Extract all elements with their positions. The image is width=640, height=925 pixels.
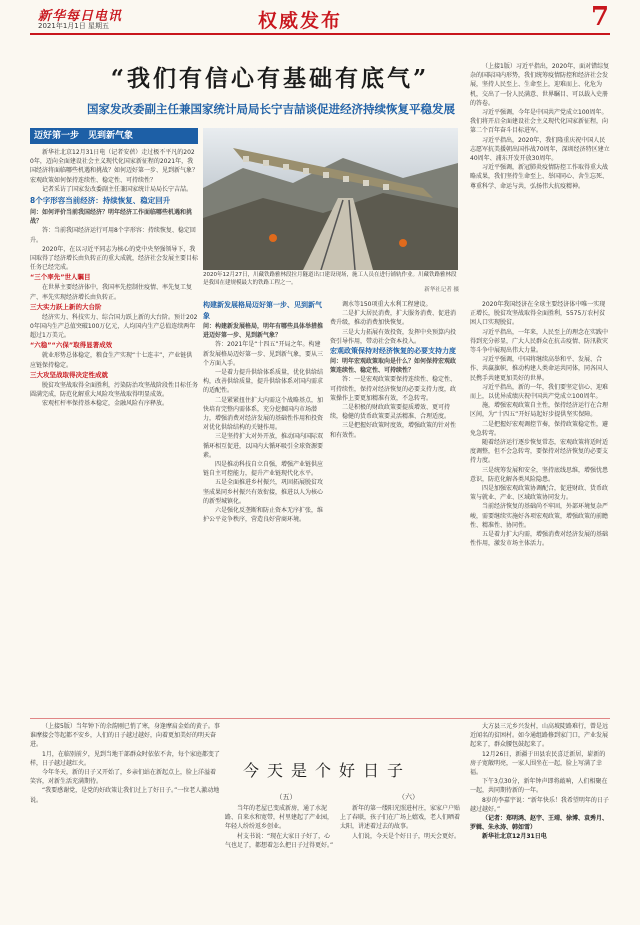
- paragraph: 答：当前我国经济运行可用8个字形容：持续恢复、稳定回升。: [30, 227, 196, 244]
- paragraph: 当前经济恢复的基础尚不牢固，外部环境复杂严峻，需要继续实施好各项宏观政策，增强政策的前瞻性、精准性、协同性。: [470, 503, 609, 529]
- paragraph: 大方县三元乡兴发村，山高坡陡路难行，曾是远近闻名的贫困村。如今通组路修到家门口，产业发展起来了，群众腰包鼓起来了。: [470, 723, 609, 749]
- section-title: 权威发布: [258, 10, 343, 32]
- paragraph: 施，增强宏观政策自主性，保持经济运行在合理区间，为“十四五”开好局起好步提供坚实保障。: [470, 402, 609, 419]
- paragraph: 三是大力拓展有效投资，发挥中央预算内投资引导作用，带动社会资本投入。: [330, 328, 457, 345]
- sub-heading: “三个率先”世人瞩目: [30, 273, 91, 282]
- paragraph: 在世界主要经济体中，我国率先控制住疫情、率先复工复产、率先实现经济增长由负转正。: [30, 284, 193, 301]
- sub-heading: 三大攻坚战取得决定性成就: [30, 370, 108, 379]
- section-heading: 宏观政策保持对经济恢复的必要支持力度: [330, 347, 456, 356]
- lower-story-title: 今天是个好日子: [242, 761, 411, 780]
- paragraph: “我要感谢党，是党的好政策让我们过上了好日子。”一位老人激动地说。: [30, 787, 220, 804]
- paragraph: 四是推动科技自立自强，增强产业链供应链自主可控能力，提升产业链现代化水平。: [203, 461, 324, 478]
- paragraph: 8岁的李嘉宇说：“新年快乐！我希望明年的日子越过越好。”: [470, 796, 609, 813]
- right-article-lower: [470, 300, 610, 714]
- photo-caption: [203, 272, 459, 295]
- dateline: 新华社北京12月31日电: [482, 833, 547, 841]
- photo-illustration: [203, 128, 458, 270]
- question: 问：明年宏观政策取向是什么？如何保持宏观政策连续性、稳定性、可持续性？: [330, 358, 457, 375]
- paragraph: 二是紧紧扭住扩大内需这个战略基点，加快培育完整内需体系，充分挖掘国内市场潜力，增强消费对经济发展的基础性作用和投资对优化供给结构的关键作用。: [203, 396, 324, 432]
- paragraph: 五是全面推进乡村振兴，巩固拓展脱贫攻坚成果同乡村振兴有效衔接，推进以人为核心的新型城镇化。: [203, 479, 324, 505]
- subheadline: 国家发改委副主任兼国家统计局局长宁吉喆谈促进经济持续恢复平稳发展: [87, 102, 455, 116]
- paragraph: 2020年我国经济在全球主要经济体中唯一实现正增长，脱贫攻坚战取得全面胜利，5575万农村贫困人口实现脱贫。: [470, 301, 606, 327]
- paragraph: 下午3点30分，新年钟声即将敲响，人们相聚在一起，共同期待新的一年。: [470, 778, 608, 795]
- lower-column-4: [470, 722, 610, 920]
- spacer: [463, 300, 467, 301]
- paragraph: 新华社北京12月31日电（记者安蓓）走过极不平凡的2020年，迈向全面建设社会主义现代化国家新征程的2021年，我国经济将面临哪些机遇和挑战？如何迈好第一步、见到新气象？宏观政策如何保持连续性、稳定性、可持续性？: [30, 149, 198, 184]
- lower-column-1: [30, 722, 220, 917]
- question: 问：构建新发展格局，明年有哪些具体举措推进迈好第一步、见到新气象？: [203, 323, 324, 340]
- photo-credit: 新华社记者 摄: [424, 287, 459, 293]
- paragraph: 三是坚持扩大对外开放，推动国内国际双循环相互促进，以国内大循环吸引全球资源要素。: [203, 433, 324, 459]
- question: 问：如何评价当前我国经济？明年经济工作面临哪些机遇和挑战？: [30, 209, 193, 226]
- paragraph: 答：一是宏观政策要保持连续性、稳定性、可持续性，保持对经济恢复的必要支持力度，政策操作上要更加精准有效，不急转弯。: [330, 376, 457, 402]
- paragraph: 二是把握好宏观调控节奏，保持政策稳定性，避免急转弯。: [470, 420, 609, 437]
- paragraph: 1月，在临别前夕，见到当地干部群众时依依不舍，每个家庭都变了样，日子越过越红火。: [30, 750, 220, 767]
- paragraph: 宏观杠杆率保持基本稳定，金融风险有序释放。: [42, 400, 169, 408]
- page-number: 7: [591, 2, 610, 32]
- paragraph: 记者采访了国家发改委副主任兼国家统计局局长宁吉喆。: [42, 185, 193, 193]
- paragraph: 今年冬天，新的日子又开始了，乡亲们站在新起点上，脸上洋溢着笑容，对新生活充满期待。: [30, 769, 217, 786]
- paragraph: 二是扩大居民消费，扩大服务消费、促进消费升级，推动消费加快恢复。: [330, 310, 457, 327]
- paragraph: 新年的第一缕阳光照进村庄，家家户户贴上了春联，孩子们在广场上嬉戏，老人们晒着太阳，讲述着过去的故事。: [340, 805, 461, 831]
- caption-text: 2020年12月27日，川藏铁路雅林段拉月隧道出口建设现场，施工人员在进行铺轨作业。川藏铁路雅林段是我国在建规模最大的铁路工程之一。: [203, 272, 457, 286]
- paragraph: 六是强化反垄断和防止资本无序扩张，维护公平竞争秩序，营造良好营商环境。: [203, 507, 324, 524]
- paragraph: 当年的老屋已变成新房，通了水泥路、自来水和宽带，村里建起了产业园，年轻人纷纷返乡创业。: [225, 805, 334, 831]
- headline: “我们有信心有基础有底气”: [110, 65, 430, 92]
- paragraph: 四是加强宏观政策协调配合，促进财政、货币政策与就业、产业、区域政策协同发力。: [470, 485, 609, 502]
- railway-photo: [203, 128, 458, 270]
- lead-bar: 迈好第一步 见到新气象: [30, 128, 198, 144]
- paragraph: 三是把握好政策时度效，增强政策的针对性和有效性。: [330, 422, 457, 439]
- sub-heading: “六稳”“六保”取得显著成效: [30, 341, 113, 350]
- paragraph: 一是着力提升供给体系质量，优化供给结构，改善供给质量，提升供给体系对国内需求的适配性。: [203, 369, 324, 395]
- paragraph: 答：2021年是“十四五”开局之年。构建新发展格局迈好第一步、见到新气象，要从三个方面入手。: [203, 341, 324, 367]
- paragraph: 二是积极的财政政策要提质增效、更可持续，稳健的货币政策要灵活精准、合理适度。: [330, 404, 451, 421]
- section-number: （五）: [275, 793, 297, 801]
- paragraph: 就业形势总体稳定，粮食生产实现“十七连丰”，产业链供应链保持稳定。: [30, 352, 193, 369]
- paragraph: 习近平强调，新冠肺炎疫情防控工作取得重大战略成果，我们坚持生命至上、举国同心、舍生忘死、尊重科学、命运与共，弘扬伟大抗疫精神。: [470, 164, 609, 190]
- article-column-2: [203, 300, 325, 714]
- right-article-upper: [470, 62, 610, 300]
- paragraph: 习近平强调，中国将继续高举和平、发展、合作、共赢旗帜，推动构建人类命运共同体，同各国人民携手共建更加美好的世界。: [470, 356, 609, 382]
- section-heading: 8个字形容当前经济：持续恢复、稳定回升: [30, 196, 171, 206]
- paragraph: 三是统筹发展和安全，坚持底线思维，增强忧患意识，防范化解各类风险隐患。: [470, 466, 609, 483]
- paragraph: 经济实力、科技实力、综合国力跃上新的大台阶。预计2020年国内生产总值突破100万亿元，人均国内生产总值连续两年超过1万美元。: [30, 313, 198, 340]
- section-number: （六）: [398, 793, 419, 801]
- paragraph: 习近平强调，今年是中国共产党成立100周年。我们将开启全面建设社会主义现代化国家新征程，向第二个百年奋斗目标进军。: [470, 109, 609, 135]
- lower-column-2: [225, 790, 335, 917]
- masthead: [0, 0, 640, 36]
- paragraph: （上接1版）习近平指出，2020年，面对错综复杂的国际国内形势，我们统筹疫情防控和经济社会发展，坚持人民至上、生命至上，迎难而上、化危为机，交出了一份人民满意、世界瞩目、可以载入史册的答卷。: [470, 63, 610, 107]
- paragraph: 脱贫攻坚战取得全面胜利，污染防治攻坚战阶段性目标任务圆满完成，防范化解重大风险攻坚战取得明显成效。: [30, 381, 198, 399]
- paragraph: 12月26日，新疆于田县农民喜迁新居，崭新的房子宽敞明亮，一家人围坐在一起，脸上写满了幸福。: [470, 750, 606, 777]
- paragraph: 习近平指出，一年来，人民至上的理念在实践中得到充分彰显，广大人民群众在抗击疫情、防汛救灾等斗争中展现出伟大力量。: [470, 328, 609, 355]
- paragraph: 村支书说：“现在大家日子好了，心气也足了，都想着怎么把日子过得更好。”: [225, 832, 334, 849]
- article-column-1: [30, 148, 198, 714]
- brand-logo: 新华每日电讯: [38, 9, 123, 24]
- paragraph: 随着经济运行逐步恢复常态，宏观政策将适时适度调整，但不会急转弯，要保持对经济恢复的必要支持力度。: [470, 439, 609, 465]
- paragraph: 习近平指出，新的一年，我们要坚定信心、迎难而上，以优异成绩庆祝中国共产党成立100周年。: [470, 383, 609, 401]
- article-column-3: [330, 300, 458, 714]
- section-divider: [30, 718, 610, 719]
- lower-column-3: [340, 790, 465, 917]
- section-heading: 构建新发展格局迈好第一步、见到新气象: [203, 301, 322, 320]
- paragraph: 调水等150项重大水利工程建设。: [342, 301, 432, 308]
- paragraph: 五是着力扩大内需，增强消费对经济发展的基础性作用，激发市场主体活力。: [470, 531, 609, 548]
- sub-heading: 三大实力跃上新的大台阶: [30, 302, 102, 311]
- paragraph: 习近平指出，2020年，我们隆重庆祝中国人民志愿军抗美援朝出国作战70周年，深圳经济特区建立40周年、浦东开发开放30周年。: [470, 136, 610, 163]
- paragraph: 2020年，在以习近平同志为核心的党中央坚强领导下，我国取得了经济增长由负转正的重大成就，经济社会发展主要目标任务已经完成。: [30, 245, 198, 272]
- reporter-credit: （记者：郑明鸿、赵宇、王靖、徐博、袁秀月、罗辑、朱永涛、韩如雪）: [470, 815, 609, 832]
- issue-date: 2021年1月1日 星期五: [38, 22, 109, 30]
- paragraph: 人们说，今天是个好日子，明天会更好。: [352, 832, 461, 840]
- masthead-rule: [30, 33, 610, 35]
- paragraph: （上接5版）当年钟下的余韵刚已悄了寒，身逢摩肩金始的黄子。事谁摩接会等起都不安乡，人们的日子越过越好，向着更加美好的明天奋进。: [30, 723, 220, 749]
